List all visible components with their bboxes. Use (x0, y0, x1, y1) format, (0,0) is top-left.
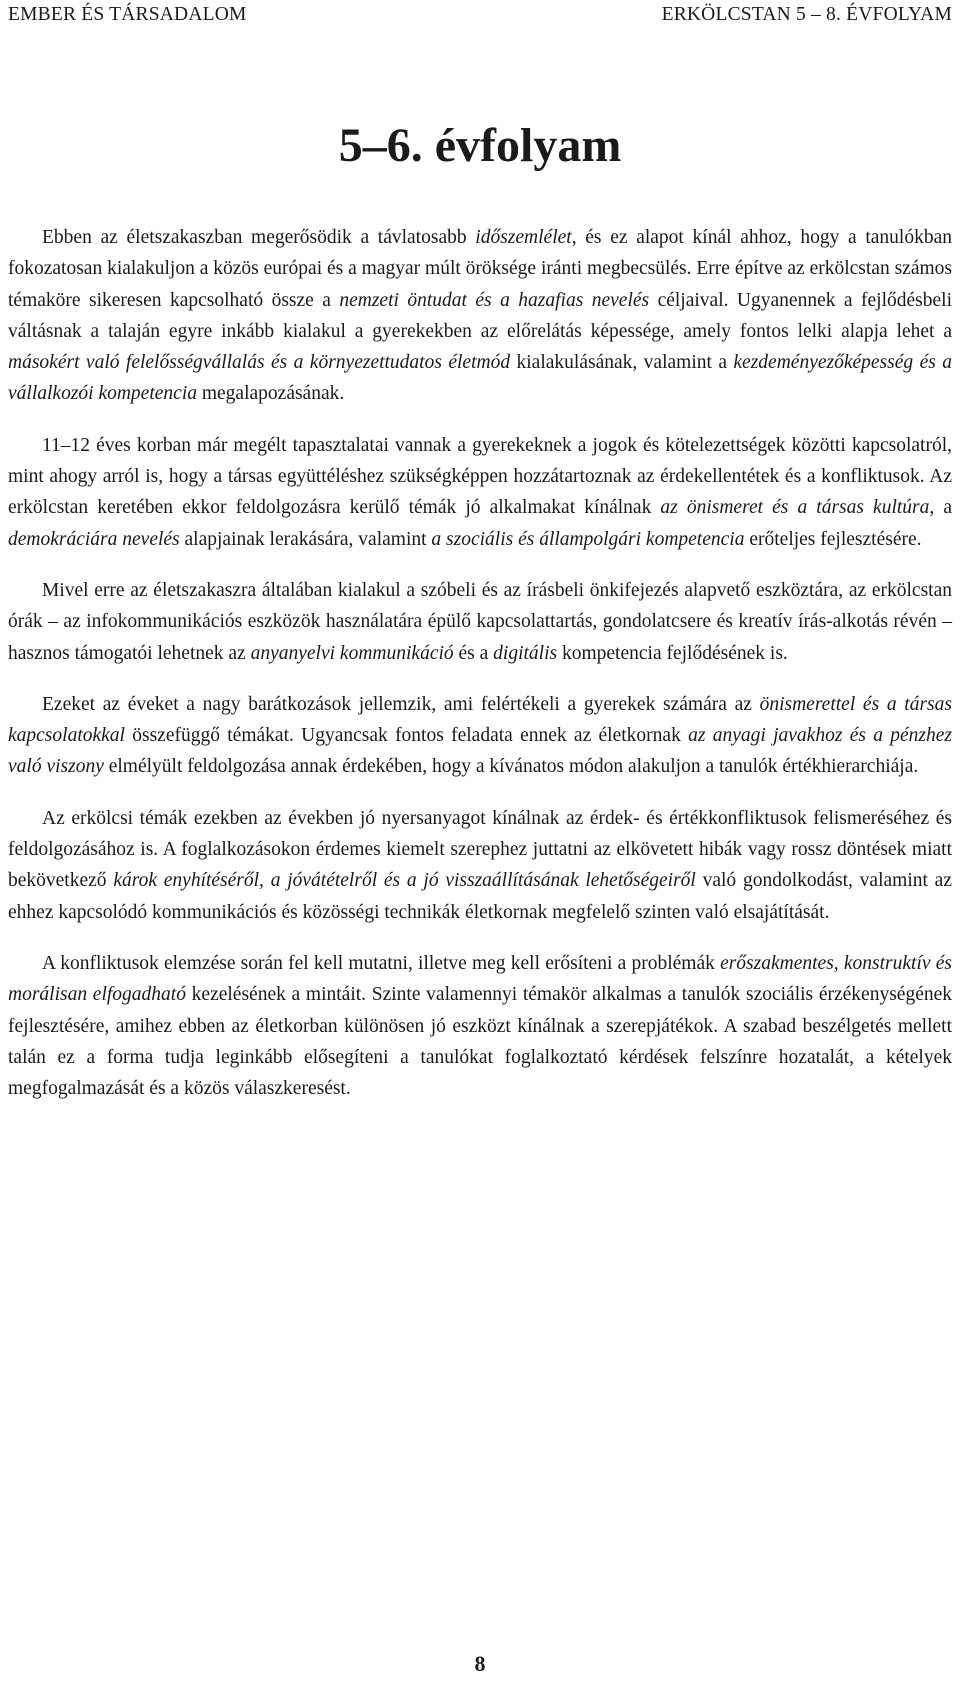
paragraph (8, 948, 952, 1104)
emphasis-text: digitális (493, 642, 558, 664)
text-run: erőteljes fejlesztésére. (744, 528, 922, 550)
emphasis-text: a szociális és állampolgári kompetencia (431, 528, 745, 550)
emphasis-text: időszemlélet (475, 227, 572, 248)
text-run: megalapozásának. (196, 383, 345, 405)
text-run: kompetencia fejlődésének is. (557, 642, 788, 664)
text-run: , a (929, 497, 952, 519)
text-run: alapjainak lerakására, valamint (179, 528, 432, 550)
paragraph (8, 689, 952, 783)
emphasis-text: anyanyelvi kommunikáció (250, 642, 454, 664)
emphasis-text: nemzeti öntudat és a hazafias nevelés (339, 289, 650, 311)
text-run: , és ez alapot kínál ahhoz, hogy a tanulókban fokozatosan kialakuljon a közös európai és a magyar múlt öröksége iránti megbecsülés. Erre építve az erkölcstan számos témaköre sikeresen kapcsolható össze a (8, 227, 952, 311)
text-run: Ezeket az éveket a nagy barátkozások jellemzik, ami felértékeli a gyerekek számára az (42, 693, 760, 715)
header-left: EMBER ÉS TÁRSADALOM (8, 4, 247, 25)
text-run: A konfliktusok elemzése során fel kell mutatni, illetve meg kell erősíteni a problémák (42, 952, 721, 974)
text-run: Ebben az életszakaszban megerősödik a távlatosabb (42, 227, 476, 248)
text-run: Az erkölcsi témák ezekben az években jó nyersanyagot kínálnak az érdek- és értékkonfliktusok felismeréséhez és feldolgozásához is. A foglalkozásokon érdemes kiemelt szerephez juttatni az elkövetett hibák vagy rossz döntések miatt bekövetkező (8, 807, 952, 892)
body-text (8, 222, 952, 1124)
emphasis-text: erőszakmentes, konstruktív és morálisan elfogadható (8, 952, 952, 1006)
emphasis-text: kezdeményezőképesség és a vállalkozói kompetencia (8, 352, 952, 405)
page-number: 8 (474, 1651, 486, 1676)
text-run: összefüggő témákat. Ugyancsak fontos feladata ennek az életkornak (124, 725, 689, 747)
text-run: kialakulásának, valamint a (510, 352, 734, 374)
emphasis-text: az önismeret és a társas kultúra (660, 497, 930, 519)
text-run: céljaival. Ugyanennek a fejlődésbeli váltásnak a talaján egyre inkább kialakul a gyerekekben az előrelátás képessége, amely fontos lelki alapja lehet a (8, 289, 952, 342)
emphasis-text: demokráciára nevelés (8, 528, 180, 550)
text-run: elmélyült feldolgozása annak érdekében, hogy a kívánatos módon alakuljon a tanulók értékhierarchiája. (103, 756, 919, 778)
text-run: kezelésének a mintáit. Szinte valamennyi témakör alkalmas a tanulók szociális érzékenységének fejlesztésére, amihez ebben az életkorban különösen jó eszközt kínálnak a szerepjátékok. A szabad beszélgetés mellett talán ez a forma tudja leginkább elősegíteni a tanulókat foglalkoztató kérdések felszínre hozatalát, a kételyek megfogalmazását és a közös válaszkeresést. (8, 984, 952, 1100)
text-run: 11–12 éves korban már megélt tapasztalatai vannak a gyerekeknek a jogok és kötelezettségek közötti kapcsolatról, mint ahogy arról is, hogy a társas együttéléshez szükségképpen hozzátartoznak az érdekellentétek és a konfliktusok. Az erkölcstan keretében ekkor feldolgozásra kerülő témák jó alkalmakat kínálnak (8, 434, 952, 519)
emphasis-text: károk enyhítéséről, a jóvátételről és a jó visszaállításának lehetőségeiről (113, 870, 696, 892)
paragraph (8, 575, 952, 669)
page-title: 5–6. évfolyam (338, 119, 622, 172)
paragraph (8, 222, 952, 410)
emphasis-text: másokért való felelősségvállalás és a környezettudatos életmód (8, 352, 511, 374)
header-right: ERKÖLCSTAN 5 – 8. ÉVFOLYAM (661, 4, 952, 25)
emphasis-text: az anyagi javakhoz és a pénzhez való viszony (8, 725, 952, 778)
text-run: való gondolkodást, valamint az ehhez kapcsolódó kommunikációs és közösségi technikák életkornak megfelelő szinten való elsajátítását. (8, 870, 952, 923)
running-header (8, 4, 952, 28)
paragraph (8, 430, 952, 555)
text-run: Mivel erre az életszakaszra általában kialakul a szóbeli és az írásbeli önkifejezés alapvető eszköztára, az erkölcstan órák – az infokommunikációs eszközök használatára épülő kapcsolattartás, gondolatcsere és kreatív írás-alkotás révén – hasznos támogatói lehetnek az (8, 579, 952, 664)
paragraph (8, 803, 952, 928)
text-run: és a (453, 642, 494, 664)
emphasis-text: önismerettel és a társas kapcsolatokkal (8, 693, 952, 747)
